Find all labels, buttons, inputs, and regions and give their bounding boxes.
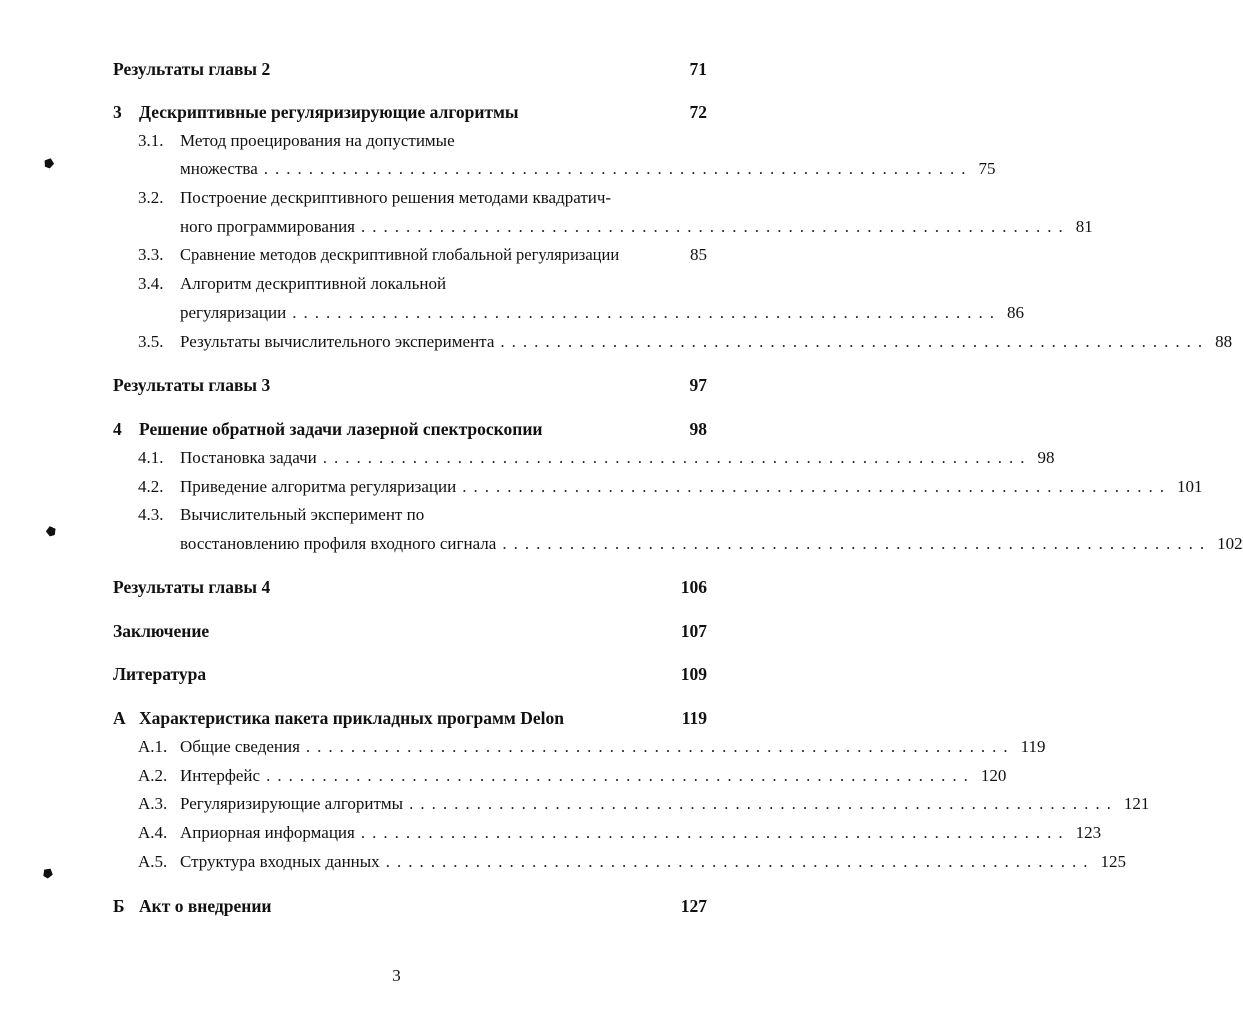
toc-title: Метод проецирования на допустимые (180, 131, 455, 150)
toc-title: Литература (113, 664, 207, 684)
toc-entry-3-2-cont[interactable] (180, 216, 1093, 238)
scan-speck (45, 525, 57, 537)
toc-entry-a-3[interactable] (138, 793, 1150, 815)
toc-entry-4-2[interactable] (138, 476, 1203, 498)
toc-entry-3-3[interactable] (138, 244, 707, 266)
toc-page: 119 (1020, 737, 1046, 756)
leader-dots: ............................................................... (409, 794, 1118, 813)
toc-entry-3-2[interactable] (138, 187, 707, 209)
toc-page: 72 (689, 102, 707, 122)
toc-number: 3 (113, 102, 122, 122)
scan-speck (41, 866, 55, 880)
toc-number: 3.2. (138, 188, 164, 207)
toc-page: 98 (1037, 448, 1055, 467)
toc-title: Априорная информация (180, 823, 355, 842)
toc-number: Б (113, 896, 125, 916)
toc-entry-ch4[interactable] (113, 418, 707, 440)
toc-entry-3-1[interactable] (138, 130, 707, 152)
toc-page: 81 (1075, 217, 1093, 236)
page-number: 3 (392, 966, 401, 985)
toc-page: 120 (980, 766, 1007, 785)
toc-page: 109 (680, 664, 707, 684)
toc-title: Результаты главы 2 (113, 59, 271, 79)
toc-entry-3-4[interactable] (138, 273, 707, 295)
toc-entry-literature[interactable] (113, 663, 707, 685)
toc-page: 121 (1123, 794, 1150, 813)
toc-entry-appendix-b[interactable] (113, 895, 707, 917)
toc-title: Структура входных данных (180, 852, 380, 871)
toc-title: Результаты главы 3 (113, 375, 271, 395)
leader-dots: ............................................................... (292, 303, 1001, 322)
toc-page: 125 (1100, 852, 1126, 871)
leader-dots: ............................................................... (385, 852, 1095, 871)
leader-dots: ............................................................... (462, 477, 1171, 496)
leader-dots: ............................................................... (266, 766, 975, 785)
toc-page: 71 (689, 59, 707, 79)
toc-page: 85 (690, 245, 707, 264)
toc-entry-results-ch4[interactable] (113, 576, 707, 598)
toc-page: 127 (680, 896, 707, 916)
toc-entry-a-5[interactable] (138, 851, 1126, 873)
toc-title: Решение обратной задачи лазерной спектроскопии (139, 419, 543, 439)
toc-page: 123 (1075, 823, 1102, 842)
toc-title: Алгоритм дескриптивной локальной (180, 274, 447, 293)
toc-title: Вычислительный эксперимент по (180, 505, 425, 524)
toc-entry-a-1[interactable] (138, 736, 1046, 758)
toc-title: множества (180, 159, 258, 178)
leader-dots: ............................................................... (322, 448, 1032, 467)
toc-title: Приведение алгоритма регуляризации (180, 477, 457, 496)
toc-entry-conclusion[interactable] (113, 620, 707, 642)
leader-dots: ............................................................... (500, 332, 1210, 351)
toc-title: Результаты вычислительного эксперимента (180, 332, 495, 351)
toc-title: ного программирования (180, 217, 355, 236)
toc-title: Интерфейс (180, 766, 261, 785)
toc-page: 86 (1006, 303, 1024, 322)
toc-page: 101 (1176, 477, 1203, 496)
toc-number: А.1. (138, 737, 168, 756)
toc-entry-results-ch3[interactable] (113, 374, 707, 396)
toc-number: А.2. (138, 766, 168, 785)
toc-number: 4.2. (138, 477, 164, 496)
toc-number: 3.5. (138, 332, 164, 351)
toc-page: 119 (681, 708, 707, 728)
leader-dots: ............................................................... (502, 534, 1212, 553)
toc-title: Заключение (113, 621, 210, 641)
toc-page: 75 (978, 159, 996, 178)
toc-page: 98 (689, 419, 707, 439)
toc-number: А.3. (138, 794, 168, 813)
leader-dots: ............................................................... (305, 737, 1015, 756)
toc-title: Регуляризирующие алгоритмы (180, 794, 404, 813)
toc-number: 4 (113, 419, 122, 439)
toc-number: А.5. (138, 852, 168, 871)
toc-title: Характеристика пакета прикладных программ Delon (139, 708, 564, 728)
toc-title: регуляризации (180, 303, 287, 322)
toc-number: 3.3. (138, 245, 164, 264)
leader-dots: ............................................................... (263, 159, 973, 178)
toc-page: 102 (1217, 534, 1243, 553)
toc-title: Результаты главы 4 (113, 577, 271, 597)
scan-speck (43, 157, 56, 170)
toc-entry-ch3[interactable] (113, 101, 707, 123)
toc-title: Построение дескриптивного решения методами квадратич- (180, 188, 612, 207)
toc-page: 107 (680, 621, 707, 641)
toc-entry-4-1[interactable] (138, 447, 1055, 469)
toc-title: Сравнение методов дескриптивной глобальной регуляризации (180, 245, 620, 264)
toc-number: 3.4. (138, 274, 164, 293)
toc-entry-appendix-a[interactable] (113, 707, 707, 729)
toc-number: А.4. (138, 823, 168, 842)
toc-number: 3.1. (138, 131, 164, 150)
toc-number: 4.1. (138, 448, 164, 467)
toc-title: Акт о внедрении (139, 896, 272, 916)
toc-entry-a-4[interactable] (138, 822, 1102, 844)
toc-entry-3-4-cont[interactable] (180, 302, 1024, 324)
toc-title: восстановлению профиля входного сигнала (180, 534, 497, 553)
toc-entry-4-3-cont[interactable] (180, 533, 1243, 555)
leader-dots: ............................................................... (361, 217, 1070, 236)
toc-entry-3-5[interactable] (138, 331, 1233, 353)
toc-title: Общие сведения (180, 737, 300, 756)
toc-number: 4.3. (138, 505, 164, 524)
toc-entry-4-3[interactable] (138, 504, 707, 526)
toc-page: 106 (680, 577, 707, 597)
toc-page: 88 (1215, 332, 1233, 351)
toc-entry-a-2[interactable] (138, 765, 1007, 787)
toc-title: Дескриптивные регуляризирующие алгоритмы (139, 102, 519, 122)
toc-number: А (113, 708, 126, 728)
toc-entry-results-ch2[interactable] (113, 58, 707, 80)
leader-dots: ............................................................... (360, 823, 1070, 842)
toc-entry-3-1-cont[interactable] (180, 158, 996, 180)
toc-title: Постановка задачи (180, 448, 317, 467)
toc-page: 97 (689, 375, 707, 395)
